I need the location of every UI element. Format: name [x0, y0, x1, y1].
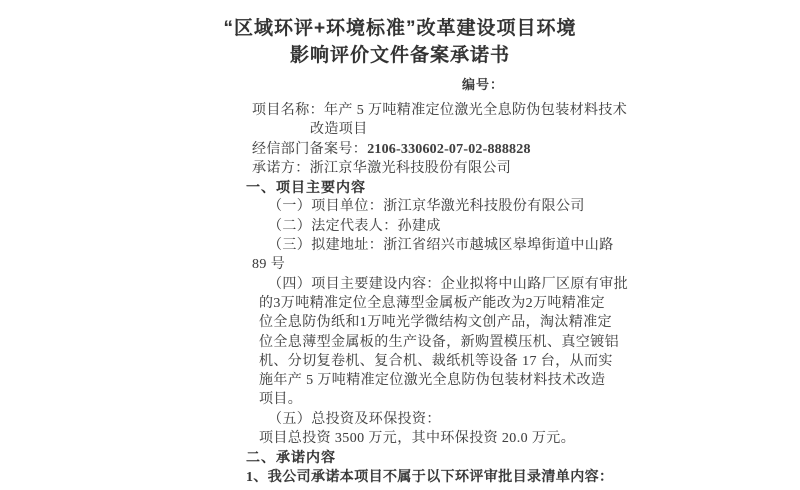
commitment-item1: 1、我公司承诺本项目不属于以下环评审批目录清单内容： [246, 469, 614, 485]
item4-construction-line6: 施年产 5 万吨精准定位激光全息防伪包装材料技术改造 [259, 373, 606, 389]
item4-construction-line5: 机、分切复卷机、复合机、裁纸机等设备 17 台，从而实 [259, 353, 613, 369]
item4-construction-line2: 的3万吨精准定位全息薄型金属板产能改为2万吨精准定 [259, 295, 605, 311]
registration-label: 经信部门备案号： [252, 141, 368, 157]
item2-legal-representative: （二）法定代表人：孙建成 [268, 218, 441, 234]
registration-number-line [252, 140, 650, 159]
item4-construction-line3: 位全息防伪纸和1万吨光学微结构文创产品，淘汰精准定 [259, 315, 612, 331]
document-title [90, 15, 710, 69]
section2-heading: 二、承诺内容 [246, 449, 336, 466]
document-title-line1: “区域环评+环境标准”改革建设项目环境 [223, 18, 577, 39]
item3-address-line2: 89 号 [252, 257, 286, 273]
project-name-line2: 改造项目 [310, 122, 368, 138]
document-body [246, 101, 650, 487]
item1-project-unit: （一）项目单位：浙江京华激光科技股份有限公司 [268, 199, 585, 215]
item4-construction-line7: 项目。 [259, 392, 303, 408]
serial-number-label: 编号： [462, 77, 505, 92]
section1-heading: 一、项目主要内容 [246, 179, 366, 196]
item5-investment-heading: （五）总投资及环保投资： [268, 411, 441, 427]
promisor-line: 承诺方：浙江京华激光科技股份有限公司 [252, 160, 512, 176]
investment-amount-line: 项目总投资 3500 万元，其中环保投资 20.0 万元。 [259, 431, 576, 447]
project-name-line1: 项目名称：年产 5 万吨精准定位激光全息防伪包装材料技术 [252, 103, 628, 118]
registration-number: 2106-330602-07-02-888828 [367, 141, 531, 157]
item4-construction-line4: 位全息薄型金属板的生产设备，新购置模压机、真空镀铝 [259, 334, 619, 350]
document-title-line2: 影响评价文件备案承诺书 [289, 45, 510, 66]
item3-address-line1: （三）拟建地址：浙江省绍兴市越城区皋埠街道中山路 [268, 238, 614, 254]
item4-construction-line1: （四）项目主要建设内容：企业拟将中山路厂区原有审批 [268, 276, 628, 292]
